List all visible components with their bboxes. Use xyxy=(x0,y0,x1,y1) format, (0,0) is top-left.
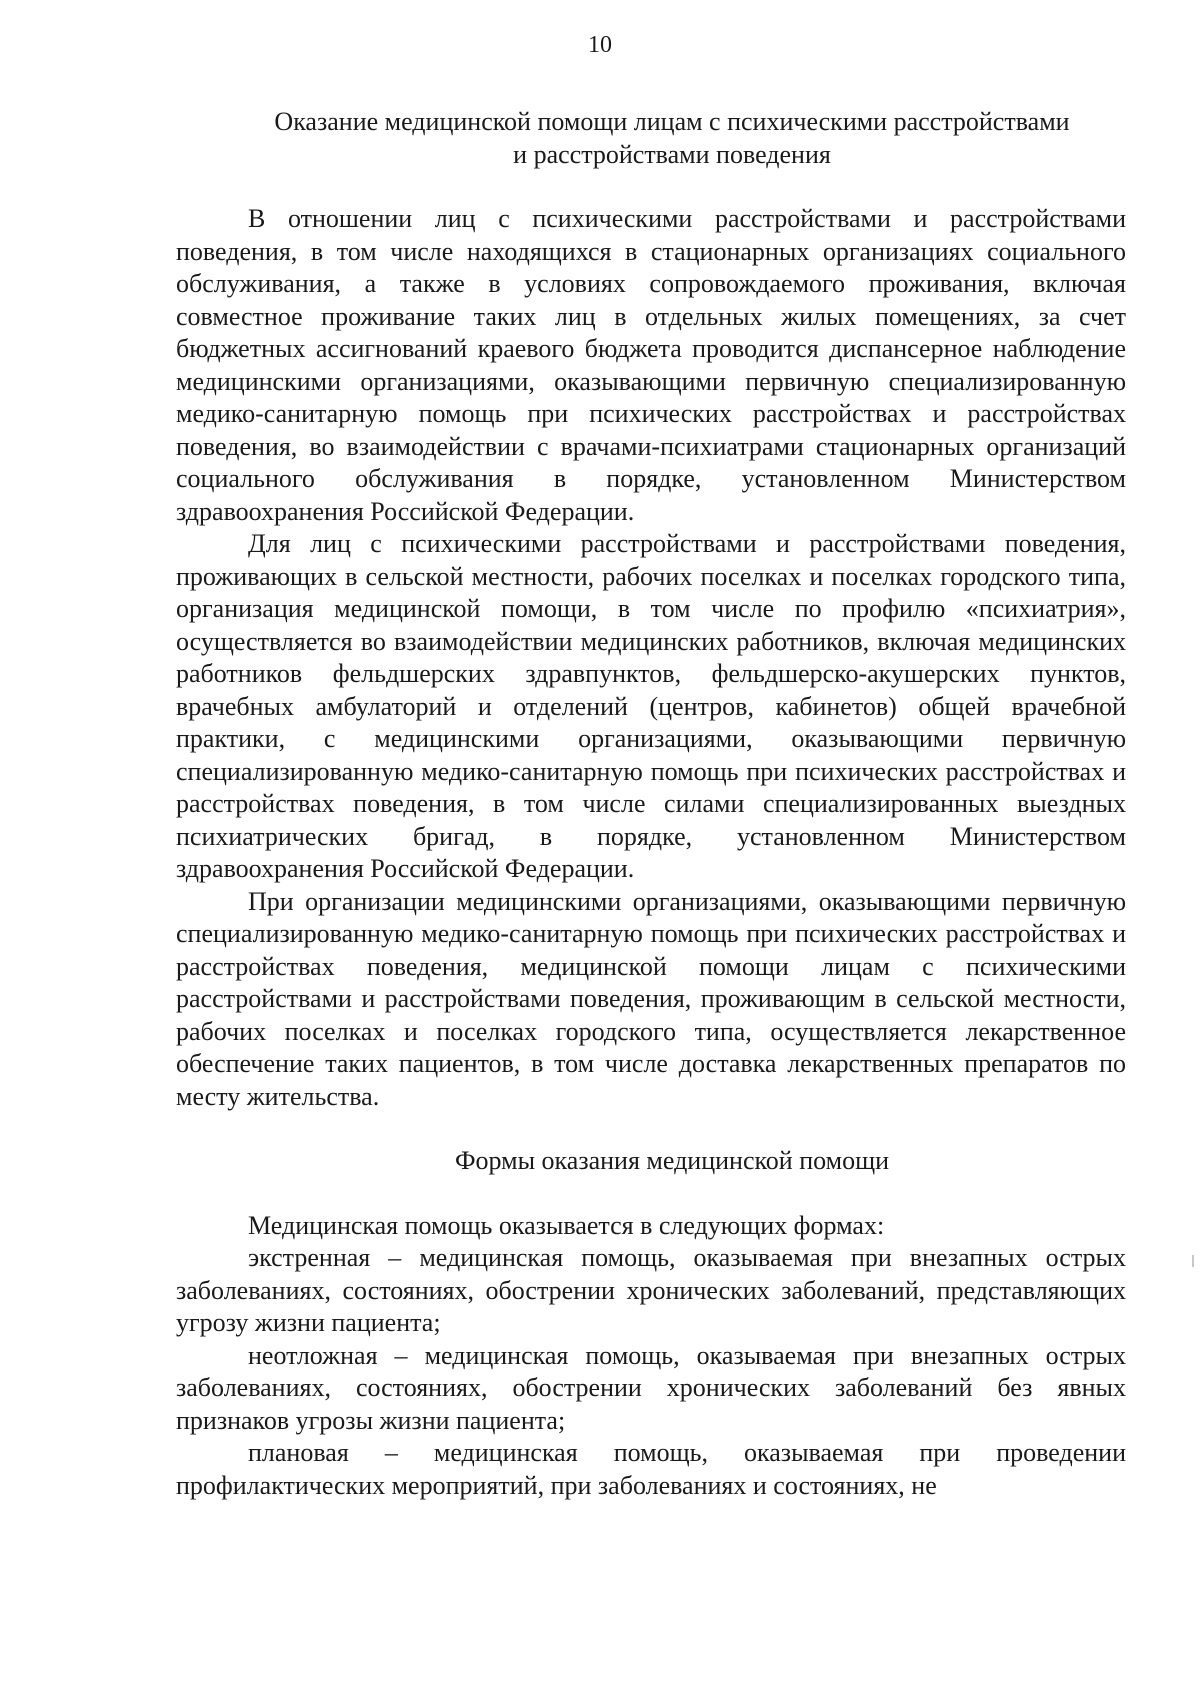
page-number: 10 xyxy=(588,32,612,58)
paragraph-care-forms-intro: Медицинская помощь оказывается в следующих формах: xyxy=(248,1210,885,1240)
paragraph-rural-care: Для лиц с психическими расстройствами и расстройствами поведения, проживающих в сельской местности, рабочих поселках и поселках городского типа, организация медицинской помощи, в том числе по профилю «психиатрия», осуществляется во взаимодействии медицинских работников, включая медицинских работников фельдшерских здравпунктов, фельдшерско-акушерских пунктов, врачебных амбулаторий и отделений (центров, кабинетов) общей врачебной практики, с медицинскими организациями, оказывающими первичную специализированную медико-санитарную помощь при психических расстройствах и расстройствах поведения, в том числе силами специализированных выездных психиатрических бригад, в порядке, установленном Министерством здравоохранения Российской Федерации. xyxy=(176,529,1126,883)
paragraph-emergency-form: экстренная – медицинская помощь, оказываемая при внезапных острых заболеваниях, состояниях, обострении хронических заболеваний, представляющих угрозу жизни пациента; xyxy=(176,1243,1126,1337)
section-heading-care-forms: Формы оказания медицинской помощи xyxy=(454,1146,890,1175)
scan-artifact-mark xyxy=(1192,1255,1194,1267)
paragraph-drug-provision: При организации медицинскими организациями, оказывающими первичную специализированную медико-санитарную помощь при психических расстройствах и расстройствах поведения, медицинской помощи лицам с психическими расстройствами и расстройствами поведения, проживающим в сельской местности, рабочих поселках и поселках городского типа, осуществляется лекарственное обеспечение таких пациентов, в том числе доставка лекарственных препаратов по месту жительства. xyxy=(176,886,1126,1111)
paragraph-urgent-form: неотложная – медицинская помощь, оказываемая при внезапных острых заболеваниях, состояниях, обострении хронических заболеваний без явных признаков угрозы жизни пациента; xyxy=(176,1340,1126,1435)
paragraph-dispensary-observation: В отношении лиц с психическими расстройствами и расстройствами поведения, в том числе находящихся в стационарных организациях социального обслуживания, а также в условиях сопровождаемого проживания, включая совместное проживание таких лиц в отдельных жилых помещениях, за счет бюджетных ассигнований краевого бюджета проводится диспансерное наблюдение медицинскими организациями, оказывающими первичную специализированную медико-санитарную помощь при психических расстройствах и расстройствах поведения, во взаимодействии с врачами-психиатрами стационарных организаций социального обслуживания в порядке, установленном Министерством здравоохранения Российской Федерации. xyxy=(176,204,1126,526)
heading-line: Оказание медицинской помощи лицам с психическими расстройствами xyxy=(274,107,1070,136)
section-heading-mental-disorders xyxy=(176,106,1126,171)
heading-line: и расстройствами поведения xyxy=(513,139,831,169)
document-body xyxy=(176,106,1126,1502)
paragraph-planned-form: плановая – медицинская помощь, оказываемая при проведении профилактических мероприятий, при заболеваниях и состояниях, не xyxy=(176,1438,1126,1500)
